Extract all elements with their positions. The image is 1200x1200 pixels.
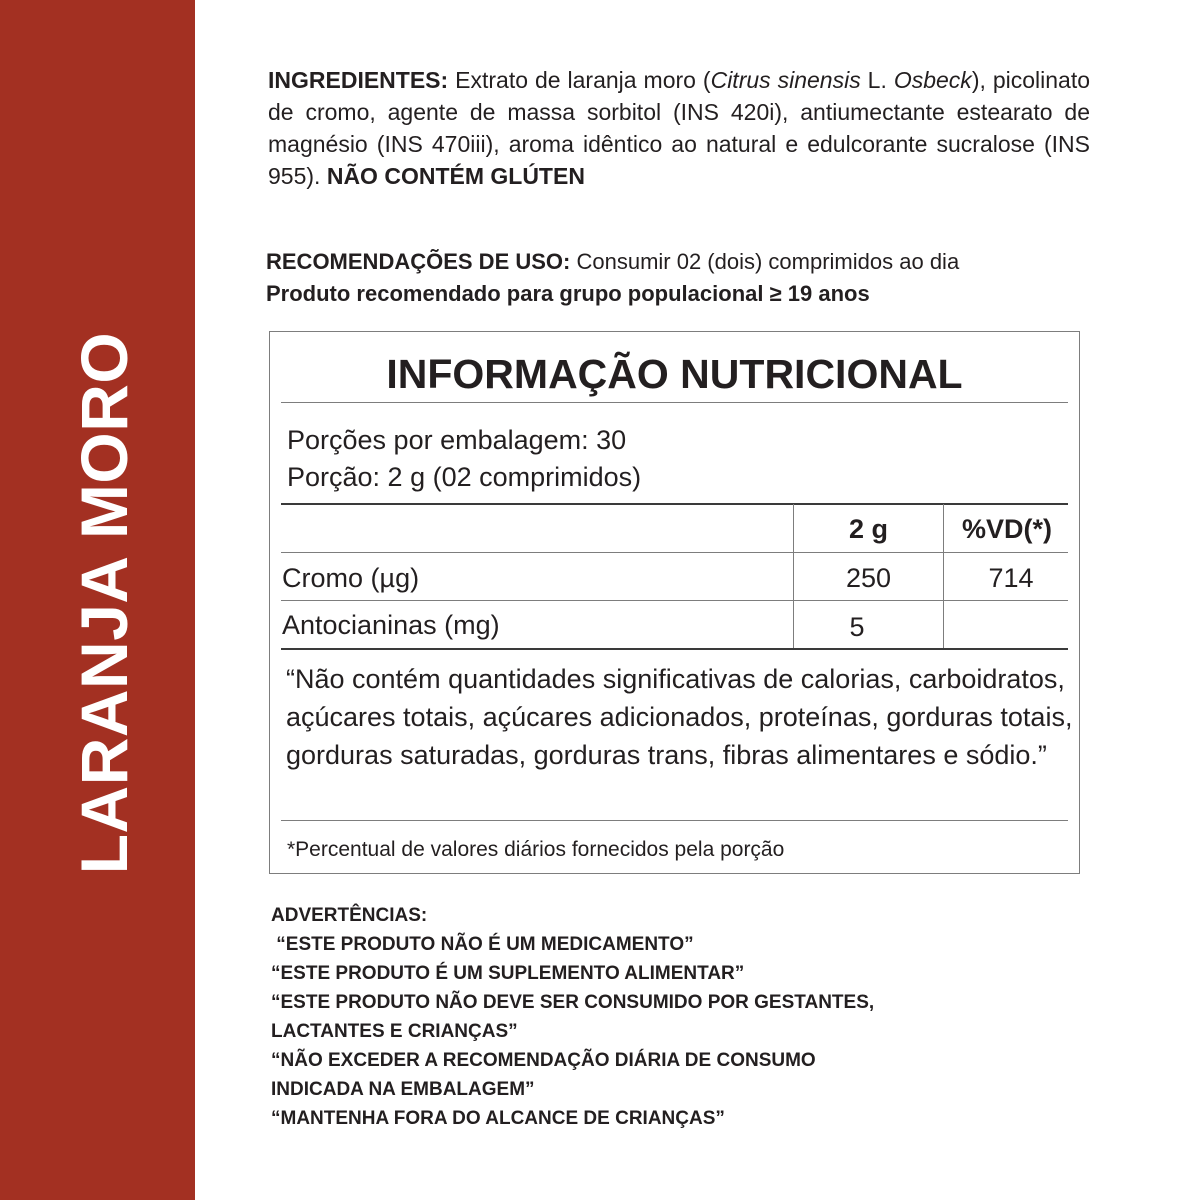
ingredients-species: Citrus sinensis [710, 67, 861, 93]
usage-text: Consumir 02 (dois) comprimidos ao dia [570, 249, 960, 274]
divider [281, 402, 1068, 403]
column-header-amount: 2 g [848, 514, 888, 544]
divider [281, 503, 1068, 505]
warnings-section [271, 901, 1071, 1133]
warning-line: “ESTE PRODUTO NÃO DEVE SER CONSUMIDO POR GESTANTES, [271, 992, 875, 1013]
divider [281, 820, 1068, 821]
ingredients-paragraph [268, 64, 1090, 192]
usage-recommendations [266, 246, 1096, 310]
column-header-dv: %VD(*) [961, 514, 1052, 544]
portions-per-package: Porções por embalagem: 30 [287, 425, 627, 455]
usage-label: RECOMENDAÇÕES DE USO: [266, 249, 571, 274]
nutrition-footnote: *Percentual de valores diários fornecidos pela porção [287, 838, 785, 861]
warning-line: “MANTENHA FORA DO ALCANCE DE CRIANÇAS” [271, 1108, 725, 1129]
nutrient-amount: 250 [845, 563, 892, 593]
side-bar [0, 0, 195, 1200]
ingredients-label: INGREDIENTES: [268, 67, 449, 93]
product-name: LARANJA MORO [67, 331, 141, 875]
ingredients-text: ), picolinato de cromo, agente de massa sorbitol (INS 420i), antiumectante estearato de magnésio (INS 470iii), aroma idêntico ao natural e edulcorante sucralose (INS 955). [268, 67, 1091, 189]
divider [281, 648, 1068, 650]
usage-line [266, 246, 1096, 278]
divider [281, 552, 1068, 553]
gluten-statement: NÃO CONTÉM GLÚTEN [326, 163, 585, 189]
portions-info [287, 422, 641, 496]
nutrition-note: “Não contém quantidades significativas de calorias, carboidratos, açúcares totais, açúcares adicionados, proteínas, gorduras totais, gorduras saturadas, gorduras trans, fibras alimentares e sódio.” [286, 664, 1073, 770]
warning-line: “ESTE PRODUTO NÃO É UM MEDICAMENTO” [271, 934, 694, 955]
nutrient-dv: 714 [988, 563, 1034, 593]
ingredients-text: L. [860, 67, 894, 93]
ingredients-text: Extrato de laranja moro ( [448, 67, 711, 93]
warning-line: LACTANTES E CRIANÇAS” [271, 1021, 518, 1042]
warning-line: INDICADA NA EMBALAGEM” [271, 1079, 535, 1100]
divider [281, 600, 1068, 601]
nutrition-facts-table [269, 331, 1080, 874]
ingredients-author: Osbeck [893, 67, 972, 93]
warnings-title: ADVERTÊNCIAS: [271, 905, 428, 926]
nutrient-name: Cromo (µg) [282, 563, 420, 593]
usage-group-line [266, 278, 1096, 310]
nutrient-amount: 5 [849, 612, 865, 642]
usage-group: Produto recomendado para grupo populacional ≥ 19 anos [266, 281, 870, 306]
warning-line: “ESTE PRODUTO É UM SUPLEMENTO ALIMENTAR” [271, 963, 745, 984]
nutrient-name: Antocianinas (mg) [282, 610, 500, 640]
nutrition-title: INFORMAÇÃO NUTRICIONAL [386, 351, 963, 397]
warning-line: “NÃO EXCEDER A RECOMENDAÇÃO DIÁRIA DE CONSUMO [271, 1050, 816, 1071]
portion-size: Porção: 2 g (02 comprimidos) [287, 462, 642, 492]
